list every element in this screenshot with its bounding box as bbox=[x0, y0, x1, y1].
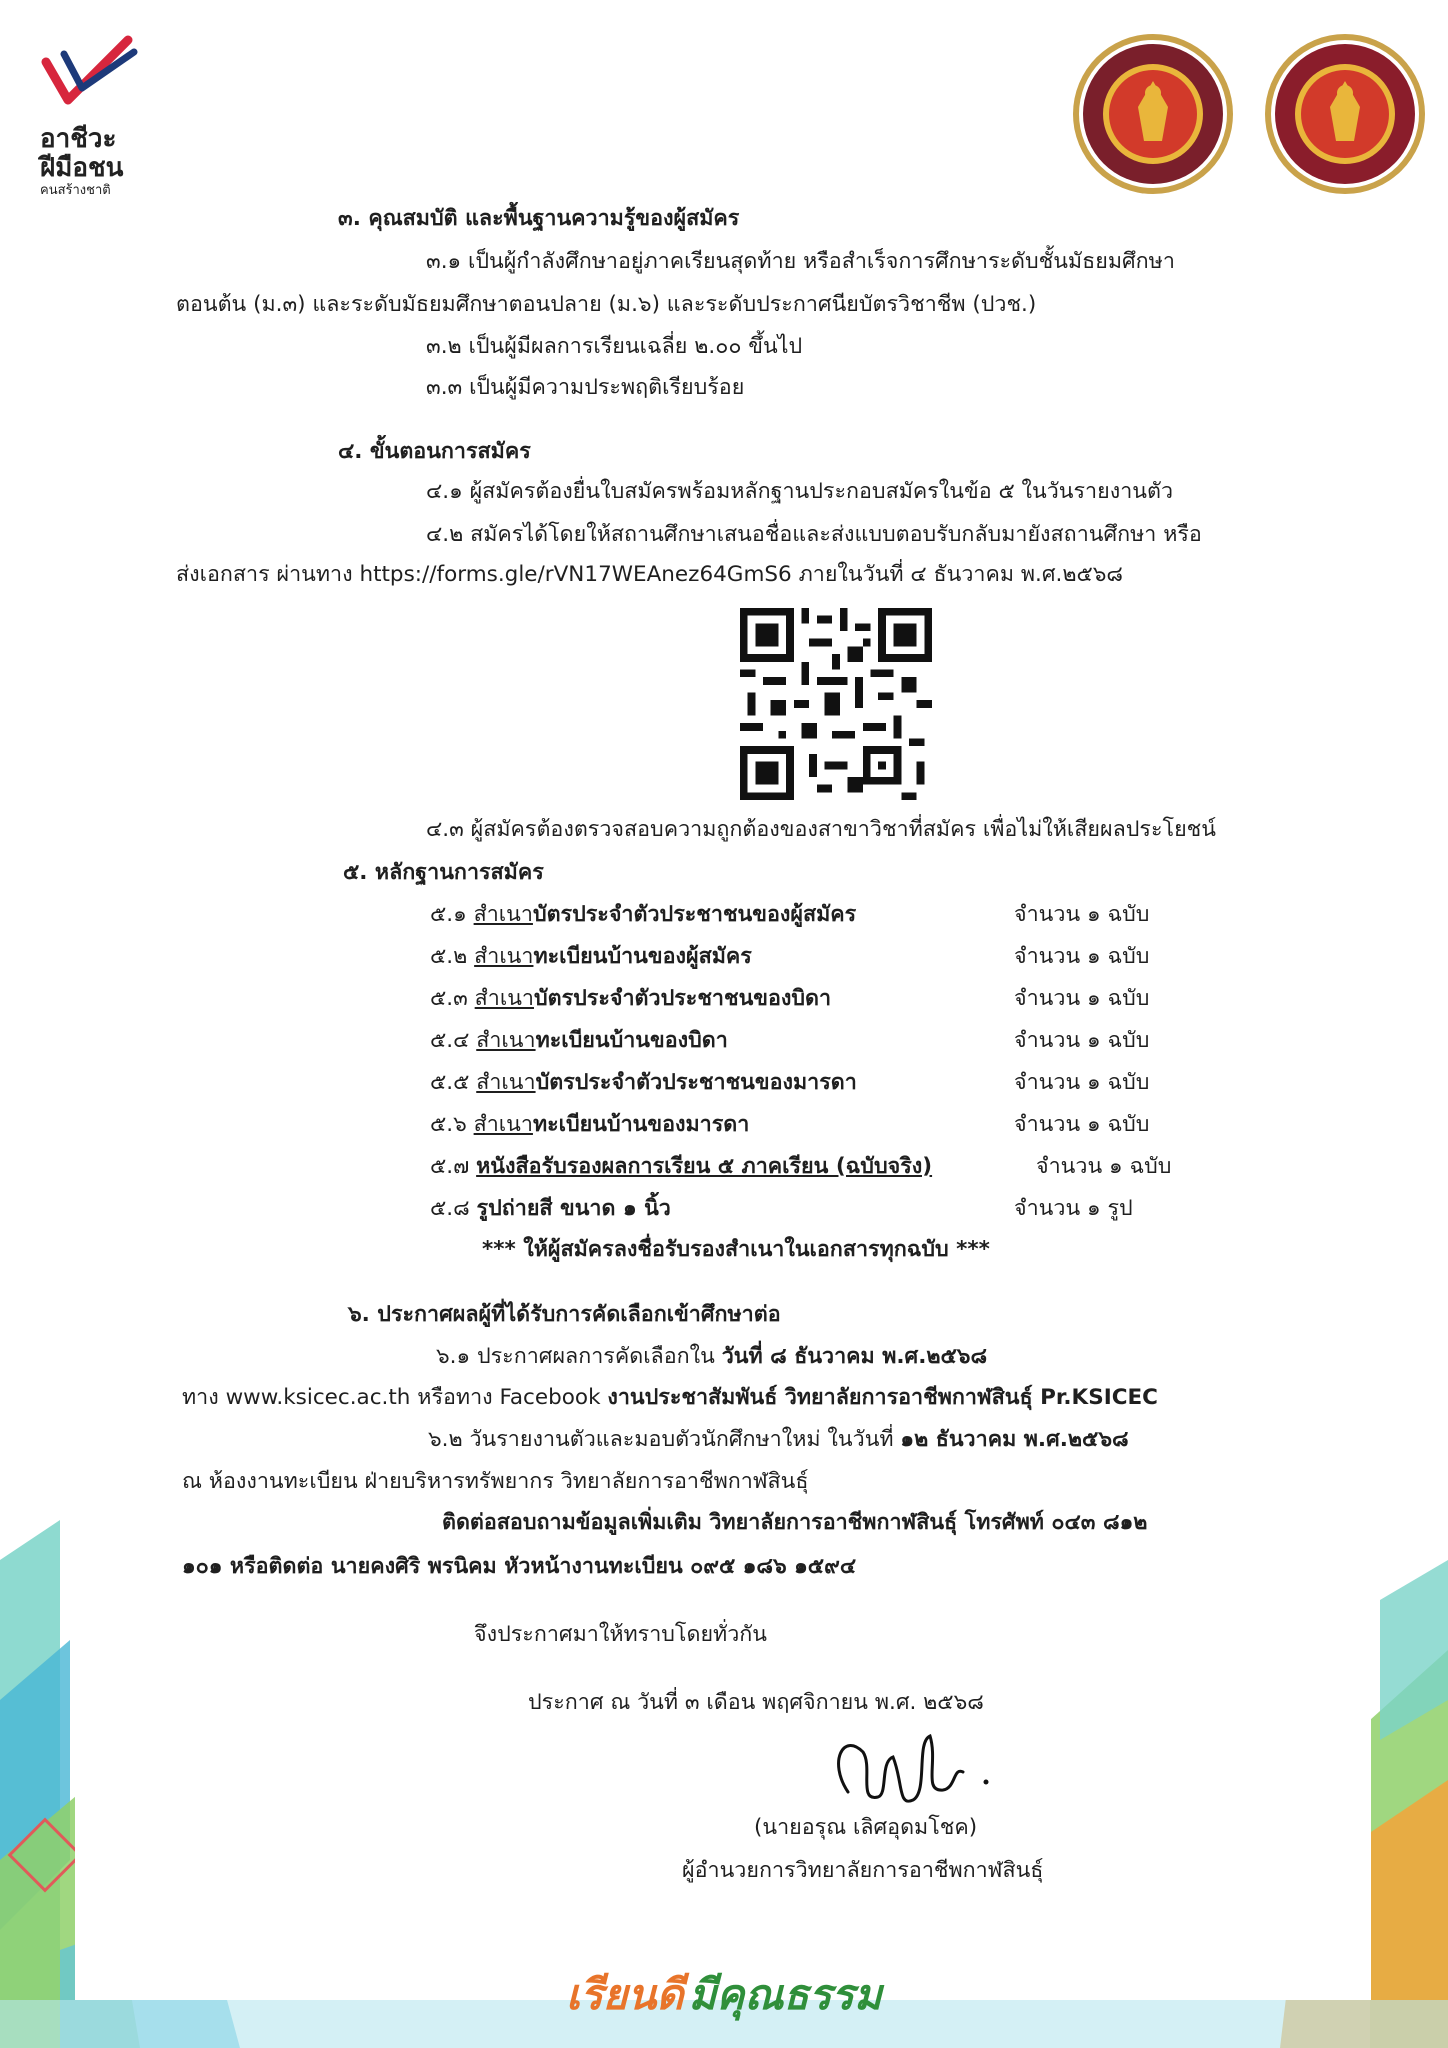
evidence-item-label: ทะเบียนบ้านของมารดา bbox=[532, 1112, 750, 1137]
section4-heading: ๔. ขั้นตอนการสมัคร bbox=[338, 439, 531, 464]
section6-item1-line2-bold: งานประชาสัมพันธ์ วิทยาลัยการอาชีพกาฬสินธุ์ Pr.KSICEC bbox=[607, 1385, 1158, 1410]
evidence-item-quantity: จำนวน ๑ รูป bbox=[1014, 1196, 1133, 1221]
google-form-link[interactable]: https://forms.gle/rVN17WEAnez64GmS6 bbox=[359, 562, 792, 587]
evidence-item-quantity: จำนวน ๑ ฉบับ bbox=[1014, 1112, 1150, 1137]
contact-line2: ๑๐๑ หรือติดต่อ นายคงศิริ พรนิคม หัวหน้างานทะเบียน ๐๙๕ ๑๘๖ ๑๕๙๔ bbox=[182, 1554, 857, 1579]
director-signature bbox=[818, 1722, 998, 1822]
evidence-item-label: บัตรประจำตัวประชาชนของผู้สมัคร bbox=[532, 902, 857, 927]
evidence-item-number: ๕.๘ bbox=[430, 1196, 470, 1221]
evidence-item-underlined: สำเนา bbox=[476, 1070, 536, 1095]
section5-note: *** ให้ผู้สมัครลงชื่อรับรองสำเนาในเอกสารทุกฉบับ *** bbox=[482, 1237, 990, 1262]
evidence-item-label: ทะเบียนบ้านของบิดา bbox=[535, 1028, 728, 1053]
closing-date: ประกาศ ณ วันที่ ๓ เดือน พฤศจิกายน พ.ศ. ๒๕๖๘ bbox=[528, 1690, 984, 1715]
evidence-item-underlined: สำเนา bbox=[474, 944, 534, 969]
evidence-item bbox=[430, 1110, 749, 1140]
evidence-item-underlined: สำเนา bbox=[476, 1028, 536, 1053]
signer-title: ผู้อำนวยการวิทยาลัยการอาชีพกาฬสินธุ์ bbox=[682, 1858, 1044, 1883]
section5-heading: ๕. หลักฐานการสมัคร bbox=[343, 860, 544, 885]
contact-line1: ติดต่อสอบถามข้อมูลเพิ่มเติม วิทยาลัยการอาชีพกาฬสินธุ์ โทรศัพท์ ๐๔๓ ๘๑๒ bbox=[442, 1510, 1148, 1535]
brand-logo bbox=[38, 22, 148, 202]
evidence-item-quantity: จำนวน ๑ ฉบับ bbox=[1014, 1028, 1150, 1053]
evidence-item-number: ๕.๔ bbox=[430, 1028, 470, 1053]
section6-item1-date: วันที่ ๘ ธันวาคม พ.ศ.๒๕๖๘ bbox=[721, 1344, 988, 1369]
evidence-item-number: ๕.๖ bbox=[430, 1112, 467, 1137]
section6-item1-line2-prefix: ทาง bbox=[182, 1385, 219, 1410]
evidence-item-quantity: จำนวน ๑ ฉบับ bbox=[1014, 986, 1150, 1011]
section3-item2: ๓.๒ เป็นผู้มีผลการเรียนเฉลี่ย ๒.๐๐ ขึ้นไป bbox=[426, 334, 803, 359]
evidence-item-number: ๕.๑ bbox=[430, 902, 467, 927]
college-website-link[interactable]: www.ksicec.ac.th bbox=[225, 1385, 411, 1410]
section3-item3: ๓.๓ เป็นผู้มีความประพฤติเรียบร้อย bbox=[426, 375, 745, 400]
evidence-item-underlined: สำเนา bbox=[474, 986, 534, 1011]
registration-qr-code[interactable] bbox=[740, 608, 932, 800]
evidence-item-label: รูปถ่ายสี ขนาด ๑ นิ้ว bbox=[476, 1196, 671, 1221]
section3-item1-line1: ๓.๑ เป็นผู้กำลังศึกษาอยู่ภาคเรียนสุดท้าย หรือสำเร็จการศึกษาระดับชั้นมัธยมศึกษา bbox=[426, 249, 1175, 274]
section6-item2-prefix: ๖.๒ วันรายงานตัวและมอบตัวนักศึกษาใหม่ ในวันที่ bbox=[428, 1427, 894, 1452]
signer-name: (นายอรุณ เลิศอุดมโชค) bbox=[754, 1815, 978, 1840]
college-seal-logo bbox=[1264, 33, 1426, 195]
section4-item2-line1: ๔.๒ สมัครได้โดยให้สถานศึกษาเสนอชื่อและส่งแบบตอบรับกลับมายังสถานศึกษา หรือ bbox=[426, 522, 1202, 547]
brand-logo-line3: คนสร้างชาติ bbox=[40, 183, 111, 198]
section6-item1-prefix: ๖.๑ ประกาศผลการคัดเลือกใน bbox=[436, 1344, 715, 1369]
evidence-item bbox=[430, 984, 831, 1014]
footer-slogan bbox=[566, 1962, 926, 2032]
evidence-item bbox=[430, 900, 856, 930]
evidence-item-number: ๕.๒ bbox=[430, 944, 468, 969]
evidence-item-underlined: หนังสือรับรองผลการเรียน ๕ ภาคเรียน (ฉบับจริง) bbox=[476, 1154, 933, 1179]
evidence-item bbox=[430, 1026, 728, 1056]
evidence-item-quantity: จำนวน ๑ ฉบับ bbox=[1014, 902, 1150, 927]
slogan-part2: มีคุณธรรม bbox=[688, 1970, 882, 2019]
evidence-item bbox=[430, 1194, 671, 1224]
evidence-item-label: บัตรประจำตัวประชาชนของบิดา bbox=[533, 986, 832, 1011]
evidence-item bbox=[430, 1152, 932, 1182]
section6-item2-date: ๑๒ ธันวาคม พ.ศ.๒๕๖๘ bbox=[900, 1427, 1129, 1452]
section6-item1-line2-mid: หรือทาง Facebook bbox=[417, 1385, 601, 1410]
evidence-item-number: ๕.๓ bbox=[430, 986, 468, 1011]
evidence-item-label: บัตรประจำตัวประชาชนของมารดา bbox=[535, 1070, 857, 1095]
section6-item2 bbox=[428, 1425, 1129, 1455]
evidence-item-label: ทะเบียนบ้านของผู้สมัคร bbox=[533, 944, 752, 969]
section4-item2-prefix: ส่งเอกสาร ผ่านทาง bbox=[176, 562, 353, 587]
evidence-item bbox=[430, 942, 752, 972]
section4-item3: ๔.๓ ผู้สมัครต้องตรวจสอบความถูกต้องของสาขาวิชาที่สมัคร เพื่อไม่ให้เสียผลประโยชน์ bbox=[426, 817, 1216, 842]
slogan-part1: เรียนดี bbox=[566, 1970, 684, 2019]
evidence-item-number: ๕.๕ bbox=[430, 1070, 470, 1095]
section6-item1 bbox=[436, 1342, 987, 1372]
brand-logo-line2: ฝีมือชน bbox=[40, 153, 124, 183]
evidence-item bbox=[430, 1068, 857, 1098]
section4-item2-suffix: ภายในวันที่ ๔ ธันวาคม พ.ศ.๒๕๖๘ bbox=[798, 562, 1124, 587]
brand-logo-line1: อาชีวะ bbox=[40, 124, 117, 154]
section6-item1-line2 bbox=[182, 1383, 1158, 1413]
evidence-item-number: ๕.๗ bbox=[430, 1154, 470, 1179]
section4-item1: ๔.๑ ผู้สมัครต้องยื่นใบสมัครพร้อมหลักฐานประกอบสมัครในข้อ ๕ ในวันรายงานตัว bbox=[426, 479, 1174, 504]
section4-item2-line2 bbox=[176, 560, 1123, 590]
section6-item2-line2: ณ ห้องงานทะเบียน ฝ่ายบริหารทรัพยากร วิทยาลัยการอาชีพกาฬสินธุ์ bbox=[182, 1469, 809, 1494]
section3-heading: ๓. คุณสมบัติ และพื้นฐานความรู้ของผู้สมัคร bbox=[338, 206, 740, 231]
section3-item1-line2: ตอนต้น (ม.๓) และระดับมัธยมศึกษาตอนปลาย (ม.๖) และระดับประกาศนียบัตรวิชาชีพ (ปวช.) bbox=[176, 292, 1037, 317]
evidence-item-quantity: จำนวน ๑ ฉบับ bbox=[1014, 1070, 1150, 1095]
evidence-item-quantity: จำนวน ๑ ฉบับ bbox=[1036, 1154, 1172, 1179]
section6-heading: ๖. ประกาศผลผู้ที่ได้รับการคัดเลือกเข้าศึกษาต่อ bbox=[348, 1302, 781, 1327]
evidence-item-quantity: จำนวน ๑ ฉบับ bbox=[1014, 944, 1150, 969]
evidence-item-underlined: สำเนา bbox=[473, 902, 533, 927]
vec-seal-logo bbox=[1072, 33, 1234, 195]
evidence-item-underlined: สำเนา bbox=[473, 1112, 533, 1137]
closing-announce: จึงประกาศมาให้ทราบโดยทั่วกัน bbox=[474, 1622, 768, 1647]
